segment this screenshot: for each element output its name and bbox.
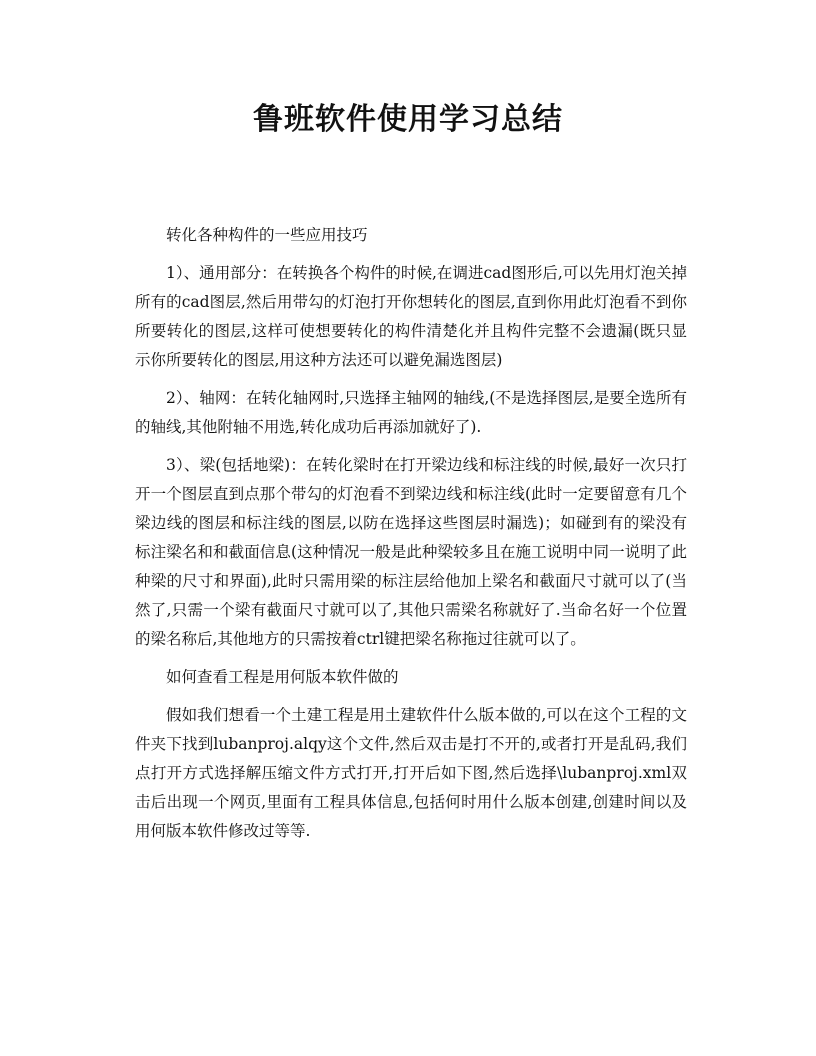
paragraph-version-check: 假如我们想看一个土建工程是用土建软件什么版本做的,可以在这个工程的文件夹下找到lubanproj.alqy这个文件,然后双击是打不开的,或者打开是乱码,我们点打开方式选择解压缩文件方式打开,打开后如下图,然后选择\lubanproj.xml双击后出现一个网页,里面有工程具体信息,包括何时用什么版本创建,创建时间以及用何版本软件修改过等等. xyxy=(135,706,687,840)
paragraph-axis-grid: 2）、轴网：在转化轴网时,只选择主轴网的轴线,(不是选择图层,是要全选所有的轴线,其他附轴不用选,转化成功后再添加就好了). xyxy=(135,389,687,436)
document-title: 鲁班软件使用学习总结 xyxy=(253,102,563,137)
section-heading-version-check: 如何查看工程是用何版本软件做的 xyxy=(166,668,399,686)
paragraph-general: 1）、通用部分：在转换各个构件的时候,在调进cad图形后,可以先用灯泡关掉所有的cad图层,然后用带勾的灯泡打开你想转化的图层,直到你用此灯泡看不到你所要转化的图层,这样可使想要转化的构件清楚化并且构件完整不会遗漏(既只显示你所要转化的图层,用这种方法还可以避免漏选图层) xyxy=(135,264,687,369)
section-heading-conversion-tips: 转化各种构件的一些应用技巧 xyxy=(166,226,368,244)
paragraph-beams: 3）、梁(包括地梁)：在转化梁时在打开梁边线和标注线的时候,最好一次只打开一个图层直到点那个带勾的灯泡看不到梁边线和标注线(此时一定要留意有几个梁边线的图层和标注线的图层,以防在选择这些图层时漏选)；如碰到有的梁没有标注梁名和和截面信息(这种情况一般是此种梁较多且在施工说明中同一说明了此种梁的尺寸和界面),此时只需用梁的标注层给他加上梁名和截面尺寸就可以了(当然了,只需一个梁有截面尺寸就可以了,其他只需梁名称就好了.当命名好一个位置的梁名称后,其他地方的只需按着ctrl键把梁名称拖过往就可以了。 xyxy=(135,456,687,648)
document-body xyxy=(135,221,687,855)
